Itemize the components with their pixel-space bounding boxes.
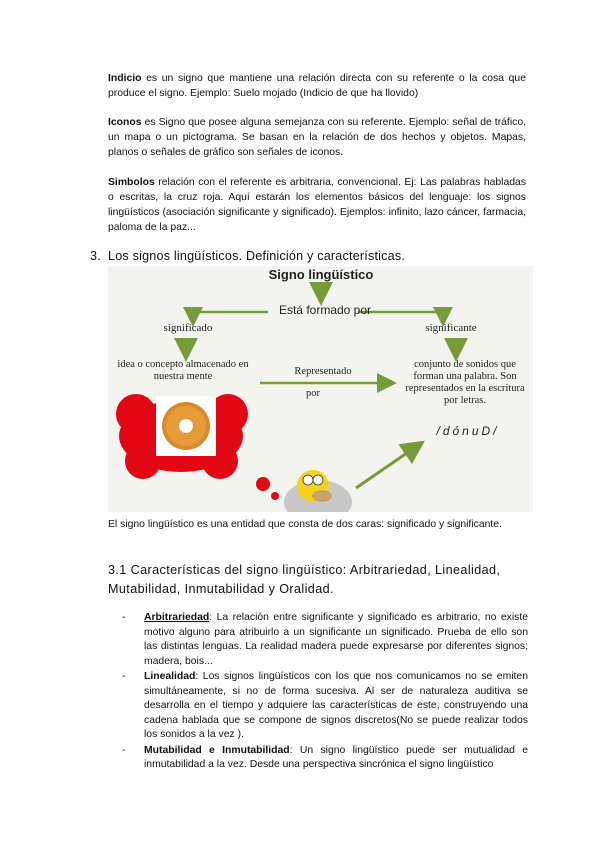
list-item-linealidad [108,670,528,743]
diagram-por: por [306,388,320,399]
sign-diagram [108,266,533,512]
list-dash: - [122,612,126,623]
section-3-number: 3. [90,249,101,263]
paragraph-simbolos [108,175,526,235]
section-3-1-heading: 3.1 Características del signo lingüístico: Arbitrariedad, Linealidad, Mutabilidad, Inmutabilidad y Oralidad. [108,563,501,596]
donut-icon [156,396,216,456]
term-mutabilidad: Mutabilidad e Inmutabilidad [144,744,290,756]
text-linealidad: : Los signos lingüísticos con los que nos comunicamos no se emiten simultáneamente, si no de forma sucesiva. Al ser de naturaleza auditiva se desarrolla en el tiempo y adquiere las características de este, construyendo una cadena hablada que se compone de signos discretos(No se puede realizar todos los sonidos a la vez ). [144,671,528,740]
term-simbolos: Simbolos [108,177,155,188]
list-dash: - [122,671,126,682]
diagram-significante: significante [425,322,477,334]
text-indicio: es un signo que mantiene una relación directa con su referente o la cosa que produce el signo. Ejemplo: Suelo mojado (Indicio de que ha llovido) [108,73,526,99]
diagram-phonetic: /dónuD/ [436,424,500,438]
homer-icon [284,470,352,512]
paragraph-iconos [108,115,526,160]
diagram-caption: El signo lingüístico es una entidad que consta de dos caras: significado y significante. [108,519,502,530]
diagram-conjunto: conjunto de sonidos que forman una palabra. Son representados en la escritura por letras. [405,359,525,406]
paragraph-indicio [108,71,526,101]
term-iconos: Iconos [108,117,142,128]
list-dash: - [122,744,126,756]
list-item-arbitrariedad [108,611,528,669]
term-indicio: Indicio [108,73,142,84]
characteristics-list [108,611,528,773]
arrow-homer [356,444,420,488]
term-arbitrariedad: Arbitrariedad [144,612,210,623]
section-3-title: Los signos lingüísticos. Definición y características. [108,249,406,263]
text-iconos: es Signo que posee alguna semejanza con su referente. Ejemplo: señal de tráfico, un mapa o un pictograma. Se basan en la relación de dos hechos y objetos. Mapas, planos o señales de gráfico son señales de iconos. [108,117,526,158]
diagram-formed-by: Está formado por [278,303,372,317]
text-simbolos: relación con el referente es arbitraria, convencional. Ej: Las palabras habladas o escritas, la cruz roja. Aquí estarán los elementos básicos del lenguaje: los signos lingüísticos (asociación significante y significado). Ejemplos: infinito, lazo cáncer, farmacia, paloma de la paz... [108,177,526,233]
diagram-idea: idea o concepto almacenado en nuestra mente [117,359,249,382]
term-linealidad: Linealidad [144,671,196,682]
text-arbitrariedad: : La relación entre significante y significado es arbitrario, no existe motivo alguno para atribuirlo a un significante un significado. Prueba de ello son las distintas lenguas. La realidad madera puede expresarse por diferentes signos; madera, bois... [144,612,528,667]
diagram-significado: significado [163,322,213,334]
text-mutabilidad: : Un signo lingüístico puede ser mutualidad e inmutabilidad a la vez. Desde una perspectiva sincrónica el signo lingüístico [144,744,528,770]
diagram-title: Signo lingüístico [268,267,374,282]
section-3-heading [90,249,405,263]
list-item-mutabilidad [108,744,528,773]
diagram-representado: Representado [294,366,352,377]
